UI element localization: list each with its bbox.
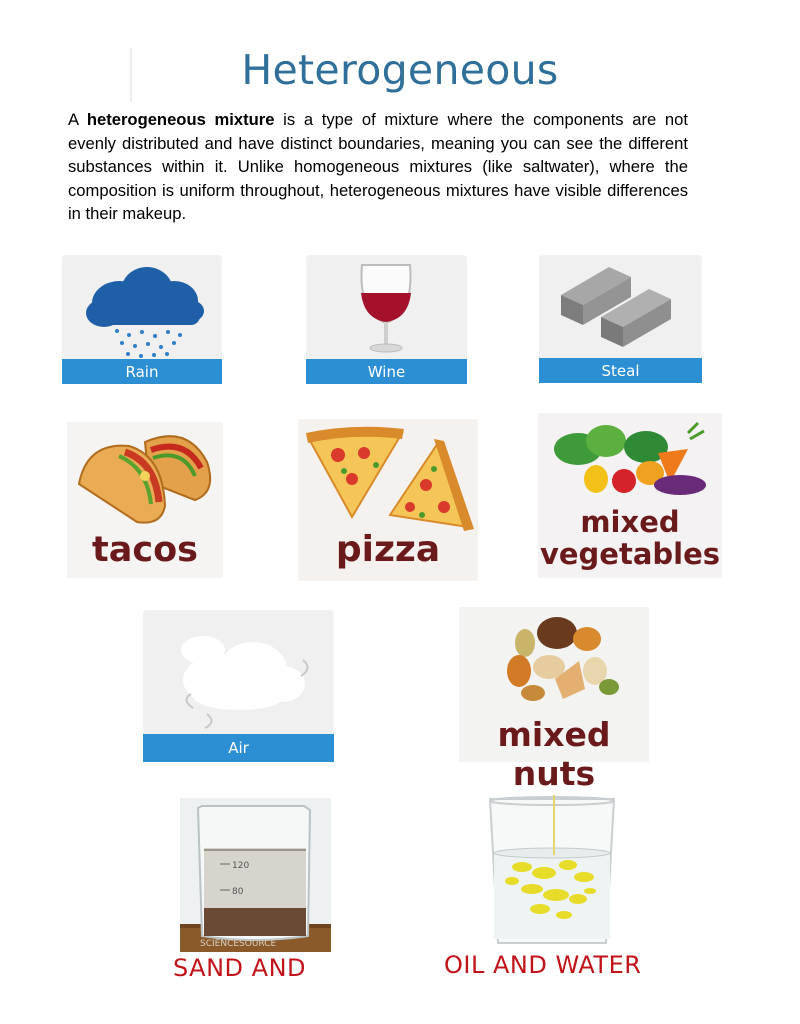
rain-label: Rain <box>62 359 222 384</box>
mixed-nuts-icon <box>459 607 649 711</box>
rain-card <box>62 255 222 384</box>
tacos-card <box>67 422 223 578</box>
steal-label: Steal <box>539 358 702 383</box>
mixed-nuts-card <box>459 607 649 793</box>
page-title: Heterogeneous <box>241 46 559 94</box>
pizza-label: pizza <box>335 529 441 570</box>
vegetables-card <box>538 413 722 578</box>
vegetables-label-line2: vegetables <box>539 537 721 571</box>
wine-card <box>306 255 467 384</box>
steel-beams-icon <box>539 255 702 359</box>
photo-watermark: SCIENCESOURCE <box>200 939 277 949</box>
beaker-mark-120: 120 <box>232 861 250 871</box>
oil-and-water-caption: OIL AND WATER <box>444 951 642 979</box>
tacos-label: tacos <box>92 530 198 570</box>
mixed-nuts-label: mixed nuts <box>497 715 611 793</box>
beaker-mark-80: 80 <box>232 887 244 897</box>
glass-oil-water-image <box>482 795 623 948</box>
pizza-card <box>298 419 478 581</box>
beaker-sand-water-image <box>180 798 331 952</box>
sand-and-caption: SAND AND <box>173 954 307 982</box>
sand-water-photo <box>180 798 331 952</box>
oil-water-photo <box>482 795 623 948</box>
pizza-icon <box>298 419 478 531</box>
wine-label: Wine <box>306 359 467 384</box>
tacos-icon <box>67 422 223 532</box>
air-cloud-icon <box>143 610 334 734</box>
steal-card <box>539 255 702 383</box>
vegetables-label-line1: mixed <box>580 505 680 539</box>
intro-paragraph: A heterogeneous mixture is a type of mixture where the components are not evenly distributed and have distinct boundaries, meaning you can see the different substances within it. Unlike homogeneous mixtures (like saltwater), where the composition is uniform throughout, heterogeneous mixtures have visible differences in their makeup. <box>68 110 688 224</box>
vegetables-icon <box>538 413 722 505</box>
wine-glass-icon <box>306 255 467 359</box>
rain-cloud-icon <box>62 255 222 359</box>
intro-term: heterogeneous mixture <box>86 110 275 129</box>
air-card <box>143 610 334 762</box>
air-label: Air <box>143 734 334 762</box>
